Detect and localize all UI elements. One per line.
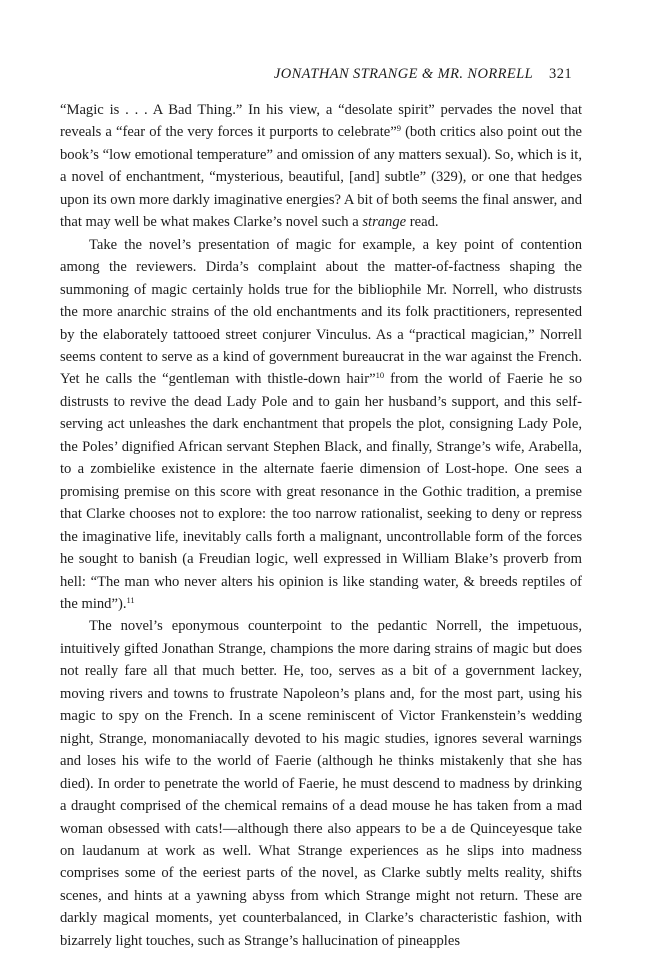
running-head xyxy=(60,66,572,83)
paragraph xyxy=(60,99,582,234)
text-run: read. xyxy=(406,214,439,231)
footnote-marker: 11 xyxy=(126,594,135,605)
footnote-marker: 9 xyxy=(396,123,401,134)
text-run: The novel’s eponymous counterpoint to the pedantic Norrell, the impetuous, intuitively gifted Jonathan Strange, champions the more daring strains of magic but does not really fare all that much better. He, too, serves as a bit of a government lackey, moving rivers and towns to frustrate Napoleon’s plans and, for the most part, using his magic to spy on the French. In a scene reminiscent of Victor Frankenstein’s wedding night, Strange, monomaniacally devoted to his magic studies, ignores several warnings and loses his wife to the world of Faerie (although he thinks mistakenly that she has died). In order to penetrate the world of Faerie, he must descend to madness by drinking a draught comprised of the chemical remains of a dead mouse he has taken from a mad woman obsessed with cats!—although there also appears to be a de Quinceyesque take on laudanum at work as well. What Strange experiences as he slips into madness comprises some of the eeriest parts of the novel, as Clarke subtly melts reality, shifts scenes, and hints at a yawning abyss from which Strange might not return. These are darkly magical moments, yet counterbalanced, in Clarke’s characteristic fashion, with bizarrely light touches, such as Strange’s hallucination of pineapples xyxy=(60,618,582,949)
footnote-marker: 10 xyxy=(375,370,385,381)
italic-text: strange xyxy=(362,214,407,231)
text-run: “Magic is . . . A Bad Thing.” In his view, a “desolate spirit” pervades the novel that reveals a “fear of the very forces it purports to celebrate” xyxy=(60,102,582,141)
paragraph xyxy=(60,234,582,616)
paragraph xyxy=(60,615,582,952)
page-number: 321 xyxy=(549,66,572,82)
text-run: from the world of Faerie he so distrusts to revive the dead Lady Pole and to gain her husband’s support, and this self-serving act unleashes the dark enchantment that propels the plot, consigning Lady Pole, the Poles’ dignified African servant Stephen Black, and finally, Strange’s wife, Arabella, to a zombielike existence in the alternate faerie dimension of Lost-hope. One sees a promising premise on this score with great resonance in the Gothic tradition, a premise that Clarke chooses not to explore: the too narrow rationalist, seeking to deny or repress the imaginative life, inevitably calls forth a malignant, uncontrollable form of the forces he sought to banish (a Freudian logic, well expressed in William Blake’s proverb from hell: “The man who never alters his opinion is like standing water, & breeds reptiles of the mind”). xyxy=(60,371,582,612)
running-title: JONATHAN STRANGE & MR. NORRELL xyxy=(273,66,534,82)
text-run: (both critics also point out the book’s “low emotional temperature” and omission of any matters sexual). So, which is it, a novel of enchantment, “mysterious, beautiful, [and] subtle” (329), or one that hedges upon its own more darkly imaginative energies? A bit of both seems the final answer, and that may well be what makes Clarke’s novel such a xyxy=(60,124,582,231)
text-run: Take the novel’s presentation of magic for example, a key point of contention among the reviewers. Dirda’s complaint about the matter-of-factness shaping the summoning of magic certainly holds true for the bibliophile Mr. Norrell, who distrusts the more anarchic strains of the old enchantments and its folk practitioners, represented by the elaborately tattooed street conjurer Vinculus. As a “practical magician,” Norrell seems content to serve as a kind of government bureaucrat in the war against the French. Yet he calls the “gentleman with thistle-down hair” xyxy=(60,236,582,388)
body-text xyxy=(60,99,582,952)
